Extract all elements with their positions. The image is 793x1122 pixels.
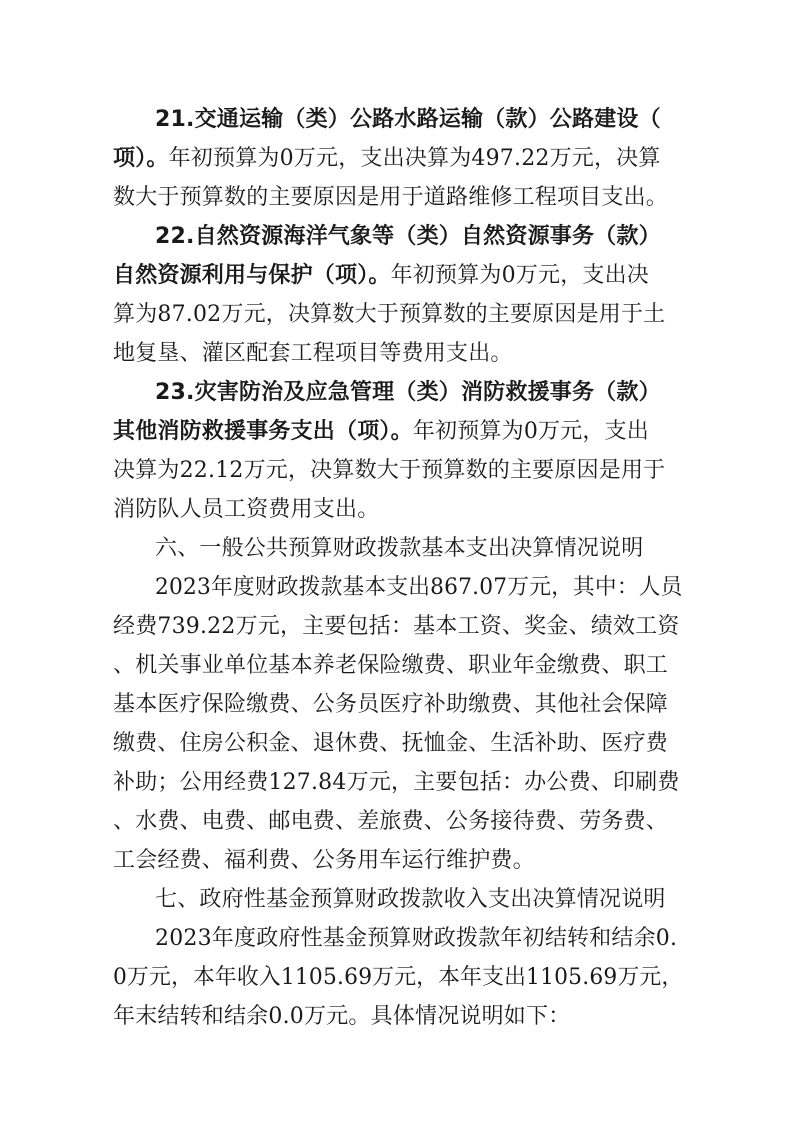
body-text: 年初预算为0万元，支出决算为497.22万元，决算: [168, 146, 661, 171]
paragraph-line: [113, 337, 683, 371]
paragraph-line: [113, 961, 684, 995]
paragraph-line: [113, 688, 683, 722]
section-6-title: [155, 532, 683, 566]
paragraph-line: [113, 649, 683, 683]
body-text: 、机关事业单位基本养老保险缴费、职业年金缴费、职工: [113, 653, 669, 678]
section-title: 六、一般公共预算财政拨款基本支出决算情况说明: [155, 536, 644, 561]
paragraph-line: [155, 922, 683, 956]
paragraph-line: [113, 805, 683, 839]
paragraph-line: [113, 1000, 683, 1034]
paragraph-line: [113, 766, 683, 800]
body-text: 消防队人员工资费用支出。: [113, 497, 380, 522]
body-text: 、水费、电费、邮电费、差旅费、公务接待费、劳务费、: [113, 809, 669, 834]
paragraph-line: [113, 454, 683, 488]
body-text: 算为87.02万元，决算数大于预算数的主要原因是用于土: [113, 302, 666, 327]
heading-text: 22.自然资源海洋气象等（类）自然资源事务（款）: [155, 224, 661, 249]
body-text: 年末结转和结余0.0万元。具体情况说明如下：: [113, 1004, 571, 1029]
paragraph-line: [113, 493, 683, 527]
paragraph-line: [113, 298, 683, 332]
paragraph-line: [113, 844, 683, 878]
heading-text: 21.交通运输（类）公路水路运输（款）公路建设（: [155, 107, 661, 132]
paragraph-line: [113, 142, 683, 176]
body-text: 工会经费、福利费、公务用车运行维护费。: [113, 848, 535, 873]
body-text: 年初预算为0万元，支出决: [390, 263, 650, 288]
paragraph-line: [113, 610, 683, 644]
body-text: 0万元，本年收入1105.69万元，本年支出1105.69万元，: [113, 965, 684, 990]
paragraph-line: [155, 571, 683, 605]
body-text: 地复垦、灌区配套工程项目等费用支出。: [113, 341, 513, 366]
heading-text: 23.灾害防治及应急管理（类）消防救援事务（款）: [155, 380, 661, 405]
heading-text: 其他消防救援事务支出（项）。: [113, 419, 413, 444]
body-text: 缴费、住房公积金、退休费、抚恤金、生活补助、医疗费: [113, 731, 669, 756]
paragraph-line: [113, 415, 683, 449]
body-text: 决算为22.12万元，决算数大于预算数的主要原因是用于: [113, 458, 666, 483]
heading-23: [155, 376, 683, 410]
body-text: 2023年度财政拨款基本支出867.07万元，其中：人员: [155, 575, 683, 600]
section-7-title: [155, 883, 683, 917]
body-text: 经费739.22万元，主要包括：基本工资、奖金、绩效工资: [113, 614, 680, 639]
paragraph-line: [113, 727, 683, 761]
heading-21: [155, 103, 683, 137]
heading-text: 项）。: [113, 146, 169, 171]
heading-text: 自然资源利用与保护（项）。: [113, 263, 391, 288]
body-text: 2023年度政府性基金预算财政拨款年初结转和结余0.: [155, 926, 678, 951]
section-title: 七、政府性基金预算财政拨款收入支出决算情况说明: [155, 887, 666, 912]
paragraph-line: [113, 181, 683, 215]
body-text: 补助；公用经费127.84万元，主要包括：办公费、印刷费: [113, 770, 680, 795]
body-text: 年初预算为0万元，支出: [412, 419, 650, 444]
paragraph-line: [113, 259, 683, 293]
body-text: 数大于预算数的主要原因是用于道路维修工程项目支出。: [113, 185, 669, 210]
body-text: 基本医疗保险缴费、公务员医疗补助缴费、其他社会保障: [113, 692, 669, 717]
heading-22: [155, 220, 683, 254]
